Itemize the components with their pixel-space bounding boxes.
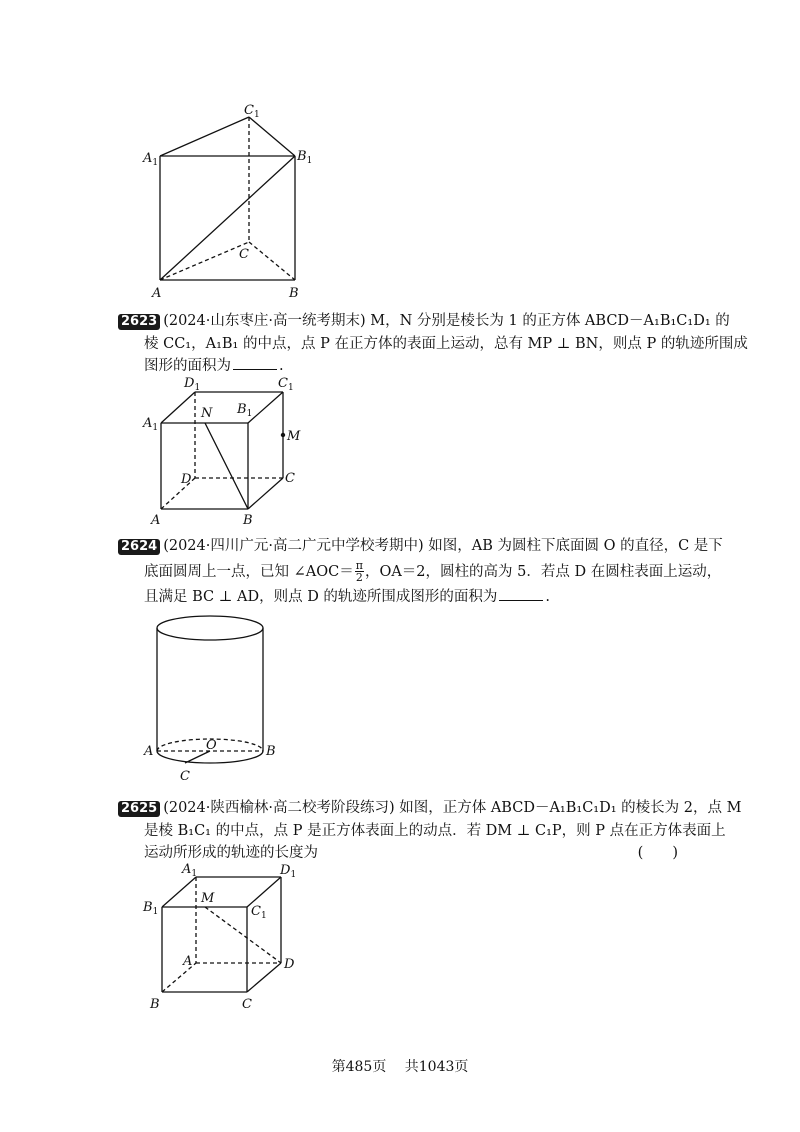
problem-number: 2623 [118, 314, 160, 330]
label-M: M [287, 429, 301, 444]
label-B: B [289, 286, 299, 301]
label-B1: $B_1$ [297, 149, 313, 166]
problem-text-line: (2024·四川广元·高二广元中学校考期中) 如图，AB 为圆柱下底面圆 O 的直径，C 是下 [163, 538, 723, 554]
top-ellipse [157, 616, 263, 640]
label-C: C [180, 769, 190, 784]
label-A: A [151, 513, 161, 528]
problem-text-line: (2024·山东枣庄·高一统考期末) M，N 分别是棱长为 1 的正方体 ABCD－A₁B₁C₁D₁ 的 [163, 313, 730, 329]
problem-2625 [118, 797, 742, 865]
label-M: M [201, 891, 215, 906]
label-C1: $C_1$ [278, 376, 294, 393]
answer-parentheses[interactable]: ( ) [637, 845, 678, 861]
page-footer: 第485页 共1043页 [331, 1059, 469, 1075]
label-A1: $A_1$ [182, 862, 198, 879]
hidden-edge [249, 242, 295, 280]
problem-text-line: 图形的面积为 [144, 358, 231, 374]
label-N: N [201, 406, 213, 421]
label-B1: $B_1$ [237, 402, 253, 419]
problem-text-line: 且满足 BC ⊥ AD，则点 D 的轨迹所围成图形的面积为 [144, 588, 498, 605]
edge [248, 392, 283, 423]
edge [160, 117, 249, 156]
hidden-edge [160, 242, 249, 280]
label-O: O [206, 738, 217, 753]
label-D: D [284, 957, 295, 972]
point-M [281, 433, 285, 437]
label-A: A [183, 954, 193, 969]
edge [162, 877, 196, 907]
label-B1: $B_1$ [143, 900, 159, 917]
fraction: $\frac{\pi}{2}$ [355, 559, 363, 584]
label-A: A [152, 286, 162, 301]
edge [249, 117, 295, 156]
problem-number: 2624 [118, 539, 160, 555]
problem-number: 2625 [118, 801, 160, 817]
problem-2624: 2624 (2024·四川广元·高二广元中学校考期中) 如图，AB 为圆柱下底面圆 O 的直径，C 是下 底面圆周上一点，已知 ∠AOC＝ $\frac{\pi}{2}$ ，OA＝2，圆柱的高为 5．若点 D 在圆柱表面上运动， 且满足 BC ⊥ AD，则点 D 的轨迹所围成图形的面积为 . [118, 535, 678, 608]
label-C1: $C_1$ [251, 904, 267, 921]
cube-figure-2625 [140, 860, 320, 1020]
label-D1: $D_1$ [184, 376, 201, 393]
problem-text-line: ，OA＝2，圆柱的高为 5．若点 D 在圆柱表面上运动， [364, 563, 722, 580]
cube-figure-2623 [140, 372, 320, 532]
label-C1: $C_1$ [244, 103, 260, 120]
cylinder-figure-2624 [140, 610, 300, 790]
label-A1: $A_1$ [143, 416, 159, 433]
segment-BN [205, 423, 248, 509]
problem-2623: 2623 (2024·山东枣庄·高一统考期末) M，N 分别是棱长为 1 的正方体 ABCD－A₁B₁C₁D₁ 的 棱 CC₁，A₁B₁ 的中点，点 P 在正方体的表面上运动，总有 MP ⊥ BN，则点 P 的轨迹所围成 图形的面积为 . [118, 310, 678, 378]
prism-figure [140, 100, 320, 300]
answer-blank[interactable] [233, 355, 277, 370]
label-C: C [239, 247, 249, 262]
answer-blank[interactable] [499, 586, 543, 601]
problem-text-line: (2024·陕西榆林·高二校考阶段练习) 如图，正方体 ABCD－A₁B₁C₁D₁ 的棱长为 2，点 M [163, 800, 742, 816]
edge [248, 478, 283, 509]
segment-MD [205, 907, 281, 963]
problem-text-line: 棱 CC₁，A₁B₁ 的中点，点 P 在正方体的表面上运动，总有 MP ⊥ BN，则点 P 的轨迹所围成 [144, 335, 748, 352]
label-A: A [144, 744, 154, 759]
label-C: C [285, 471, 295, 486]
label-D: D [181, 472, 192, 487]
label-C: C [242, 997, 252, 1012]
label-D1: $D_1$ [280, 863, 297, 880]
edge [160, 156, 295, 280]
label-B: B [243, 513, 253, 528]
edge [161, 392, 195, 423]
problem-text-line: 是棱 B₁C₁ 的中点，点 P 是正方体表面上的动点．若 DM ⊥ C₁P，则 P 点在正方体表面上 [144, 822, 726, 839]
edge [247, 877, 281, 907]
edge [247, 963, 281, 992]
problem-text-line: 底面圆周上一点，已知 ∠AOC＝ [144, 563, 354, 580]
label-B: B [266, 744, 276, 759]
label-B: B [150, 997, 160, 1012]
label-A1: $A_1$ [143, 151, 159, 168]
problem-text-line: 运动所形成的轨迹的长度为 [144, 845, 318, 861]
